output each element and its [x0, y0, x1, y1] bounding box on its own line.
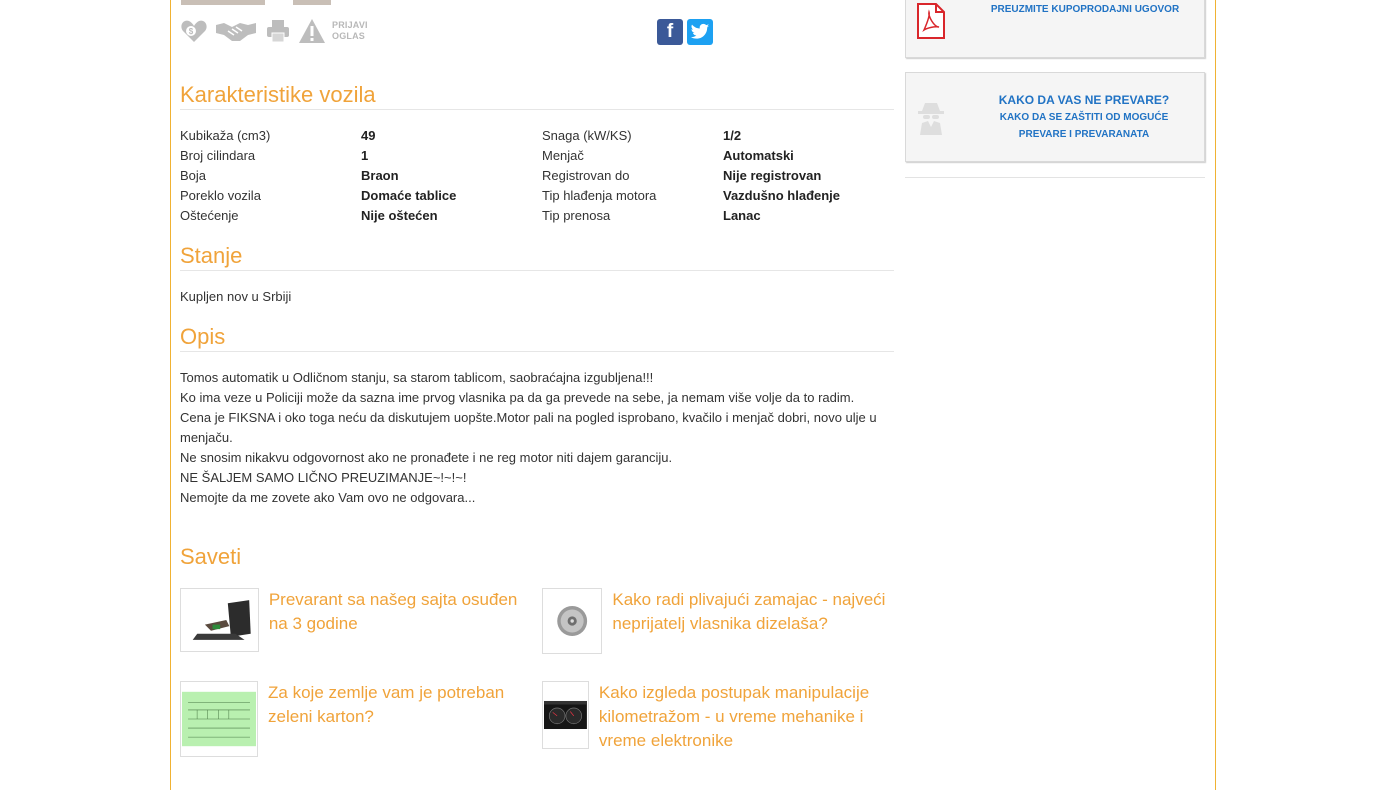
spy-icon — [916, 101, 946, 135]
fraud-title[interactable]: KAKO DA VAS NE PREVARE? — [998, 93, 1170, 107]
description-line: Ne snosim nikakvu odgovornost ako ne pronađete i ne reg motor niti dajem garanciju. — [180, 450, 673, 465]
characteristics-table — [180, 126, 894, 226]
report-label: PRIJAVI — [332, 20, 368, 30]
tip-link[interactable]: Za koje zemlje vam je potreban zeleni karton? — [268, 683, 505, 726]
tips-title: Saveti — [180, 544, 242, 569]
spec-row — [180, 126, 894, 146]
spec-value: 1 — [361, 148, 369, 163]
svg-text:$: $ — [188, 27, 194, 36]
spec-label: Menjač — [542, 148, 584, 163]
condition-text: Kupljen nov u Srbiji — [180, 289, 292, 304]
spec-label: Boja — [180, 168, 207, 183]
warning-icon[interactable] — [298, 17, 326, 45]
photo-thumbnail[interactable] — [293, 0, 331, 5]
condition-title: Stanje — [180, 243, 894, 271]
spec-row — [180, 166, 894, 186]
spec-label: Snaga (kW/KS) — [542, 128, 632, 143]
tip-link[interactable]: Kako radi plivajući zamajac - najveći neprijatelj vlasnika dizelaša? — [612, 590, 886, 633]
spec-value: Nije registrovan — [723, 168, 822, 183]
tip-thumbnail[interactable] — [180, 681, 258, 757]
spec-value: Domaće tablice — [361, 188, 457, 203]
report-ad-link[interactable] — [332, 20, 368, 42]
description-text — [180, 368, 894, 508]
twitter-bird-icon — [690, 23, 710, 41]
spec-value: Braon — [361, 168, 399, 183]
tip-item[interactable] — [542, 681, 896, 753]
characteristics-title: Karakteristike vozila — [180, 82, 894, 110]
photo-thumbnail[interactable] — [181, 0, 265, 5]
spec-row — [180, 206, 894, 226]
tip-link[interactable]: Kako izgleda postupak manipulacije kilometražom - u vreme mehanike i vreme elektronike — [598, 683, 870, 750]
spec-label: Tip hlađenja motora — [542, 188, 657, 203]
tip-item[interactable] — [180, 681, 530, 757]
contract-download-box[interactable] — [905, 0, 1205, 58]
twitter-icon[interactable] — [687, 19, 713, 45]
ad-actions — [180, 17, 368, 45]
spec-label: Registrovan do — [542, 168, 630, 183]
spec-label: Poreklo vozila — [180, 188, 261, 203]
spec-label: Oštećenje — [180, 208, 239, 223]
description-line: Ko ima veze u Policiji može da sazna ime prvog vlasnika pa da ga prevede na sebe, ja nemam više volje da to radim. — [180, 390, 855, 405]
contract-subtitle[interactable]: PREUZMITE KUPOPRODAJNI UGOVOR — [990, 4, 1180, 15]
facebook-glyph: f — [666, 21, 674, 42]
report-label: OGLAS — [332, 31, 366, 41]
spec-label: Broj cilindara — [180, 148, 256, 163]
facebook-icon[interactable] — [657, 19, 683, 45]
description-line: Tomos automatik u Odličnom stanju, sa starom tablicom, saobraćajna izgubljena!!! — [180, 370, 654, 385]
tip-item[interactable] — [180, 588, 530, 652]
description-line: NE ŠALJEM SAMO LIČNO PREUZIMANJE~!~!~! — [180, 470, 467, 485]
social-share — [657, 19, 713, 45]
pdf-icon — [916, 3, 946, 39]
spec-value: Nije oštećen — [361, 208, 438, 223]
spec-value: 49 — [361, 128, 376, 143]
sidebar-divider — [905, 177, 1205, 178]
spec-value: 1/2 — [723, 128, 742, 143]
heart-dollar-icon[interactable] — [180, 17, 208, 45]
printer-icon[interactable] — [264, 17, 292, 45]
description-title: Opis — [180, 324, 894, 352]
tip-item[interactable] — [542, 588, 896, 654]
spec-row — [180, 146, 894, 166]
fraud-protection-box[interactable] — [905, 72, 1205, 162]
spec-value: Vazdušno hlađenje — [723, 188, 841, 203]
tip-link[interactable]: Prevarant sa našeg sajta osuđen na 3 godine — [268, 590, 518, 633]
spec-row — [180, 186, 894, 206]
tip-thumbnail[interactable] — [542, 681, 589, 749]
handshake-icon[interactable] — [214, 17, 258, 45]
tip-thumbnail[interactable] — [542, 588, 602, 654]
fraud-subtitle[interactable]: KAKO DA SE ZAŠTITI OD MOGUĆE PREVARE I PREVARANATA — [999, 112, 1169, 140]
spec-label: Tip prenosa — [542, 208, 611, 223]
spec-value: Automatski — [723, 148, 794, 163]
description-line: Cena je FIKSNA i oko toga neću da diskutujem uopšte.Motor pali na pogled isprobano, kvačilo i menjač dobri, novo ulje u menjaču. — [180, 410, 877, 445]
description-line: Nemojte da me zovete ako Vam ovo ne odgovara... — [180, 490, 476, 505]
spec-label: Kubikaža (cm3) — [180, 128, 271, 143]
spec-value: Lanac — [723, 208, 761, 223]
tip-thumbnail[interactable] — [180, 588, 259, 652]
